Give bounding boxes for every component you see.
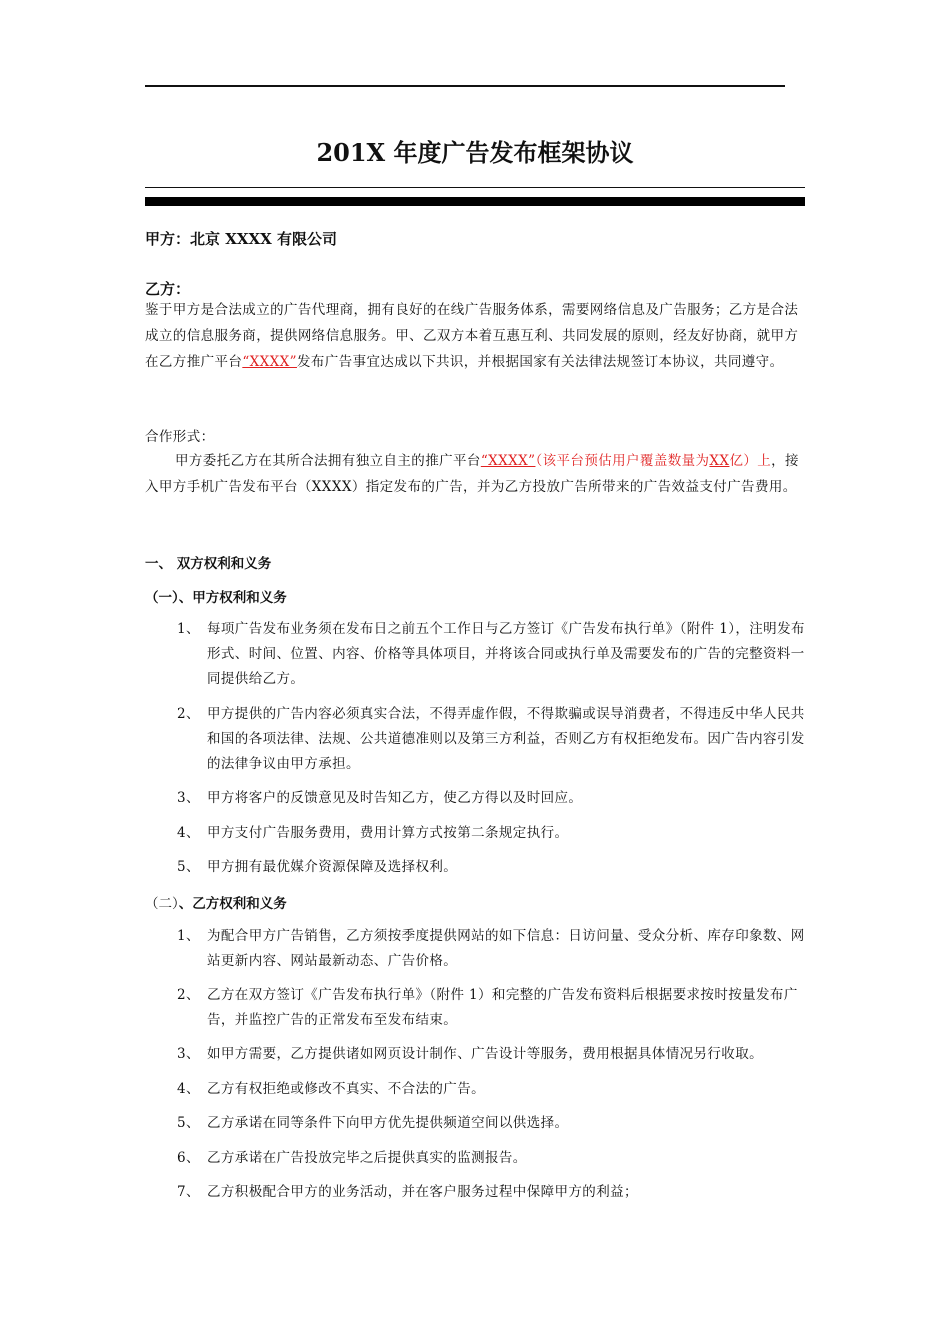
coop-xx: XX — [709, 453, 730, 469]
party-b: 乙方： — [145, 280, 191, 298]
list-item-text: 乙方有权拒绝或修改不真实、不合法的广告。 — [207, 1081, 485, 1097]
subsection-a-prefix: （一） — [145, 590, 179, 606]
list-item-text: 每项广告发布业务须在发布日之前五个工作日与乙方签订《广告发布执行单》（附件 1），注明发布形式、时间、位置、内容、价格等具体项目，并将该合同或执行单及需要发布的广告的完整资料一同提供给乙方。 — [207, 621, 805, 687]
party-a: 甲方：北京 XXXX 有限公司 — [145, 230, 337, 248]
list-item-number: 6、 — [177, 1150, 200, 1166]
list-item-text: 甲方将客户的反馈意见及时告知乙方，使乙方得以及时回应。 — [207, 790, 583, 806]
intro-platform-name: “XXXX” — [242, 354, 297, 370]
cooperation-paragraph — [145, 448, 810, 500]
list-item-number: 4、 — [177, 825, 200, 841]
list-item-text: 乙方在双方签订《广告发布执行单》（附件 1）和完整的广告发布资料后根据要求按时按量发布广告，并监控广告的正常发布至发布结束。 — [207, 987, 798, 1028]
list-item-number: 3、 — [177, 790, 200, 806]
list-item-text: 甲方支付广告服务费用，费用计算方式按第二条规定执行。 — [207, 825, 569, 841]
subsection-a-title: 、甲方权利和义务 — [178, 590, 287, 606]
list-item-text: 甲方拥有最优媒介资源保障及选择权利。 — [207, 859, 458, 875]
intro-text-2: 发布广告事宜达成以下共识，并根据国家有关法律法规签订本协议，共同遵守。 — [296, 354, 784, 370]
coop-platform-name: “XXXX” — [480, 453, 536, 469]
coop-red-2: 亿）上 — [729, 453, 772, 469]
document-title: 201X 年度广告发布框架协议 — [316, 138, 634, 167]
list-item-text: 乙方承诺在广告投放完毕之后提供真实的监测报告。 — [207, 1150, 527, 1166]
coop-text-1: 甲方委托乙方在其所合法拥有独立自主的推广平台 — [175, 453, 481, 469]
list-item-number: 1、 — [177, 621, 200, 637]
list-item-text: 如甲方需要，乙方提供诸如网页设计制作、广告设计等服务，费用根据具体情况另行收取。 — [207, 1046, 763, 1062]
list-item-number: 3、 — [177, 1046, 200, 1062]
coop-red-1: （该平台预估用户覆盖数量为 — [535, 453, 710, 469]
coop-text-2: ，接入甲方手机广告发布平台（XXXX）指定发布的广告，并为乙方投放广告所带来的广告效益支付广告费用。 — [145, 453, 799, 495]
list-item-number: 7、 — [177, 1184, 200, 1200]
list-item-number: 5、 — [177, 859, 200, 875]
section-1-heading: 一、 双方权利和义务 — [145, 556, 272, 572]
list-item-text: 乙方承诺在同等条件下向甲方优先提供频道空间以供选择。 — [207, 1115, 569, 1131]
list-item-number: 2、 — [177, 987, 200, 1003]
list-item-number: 4、 — [177, 1081, 200, 1097]
list-item-number: 2、 — [177, 706, 200, 722]
title-rule-thin — [145, 187, 805, 188]
list-item-number: 1、 — [177, 928, 200, 944]
intro-text-1: 鉴于甲方是合法成立的广告代理商，拥有良好的在线广告服务体系，需要网络信息及广告服务；乙方是合法成立的信息服务商，提供网络信息服务。甲、乙双方本着互惠互利、共同发展的原则，经友好协商，就甲方在乙方推广平台 — [145, 302, 799, 370]
list-item-text: 乙方积极配合甲方的业务活动，并在客户服务过程中保障甲方的利益； — [207, 1184, 638, 1200]
list-item-text: 为配合甲方广告销售，乙方须按季度提供网站的如下信息：日访问量、受众分析、库存印象数、网站更新内容、网站最新动态、广告价格。 — [207, 928, 805, 969]
title-rule-thick — [145, 197, 805, 206]
list-item-number: 5、 — [177, 1115, 200, 1131]
subsection-a-heading — [145, 586, 287, 606]
subsection-b-prefix: （二） — [145, 896, 179, 912]
header-rule — [145, 85, 785, 87]
subsection-b-title: 、乙方权利和义务 — [178, 896, 287, 912]
cooperation-label: 合作形式： — [145, 429, 215, 445]
list-item-text: 甲方提供的广告内容必须真实合法，不得弄虚作假，不得欺骗或误导消费者，不得违反中华人民共和国的各项法律、法规、公共道德准则以及第三方利益，否则乙方有权拒绝发布。因广告内容引发的法律争议由甲方承担。 — [207, 706, 805, 772]
subsection-b-heading — [145, 892, 287, 912]
intro-paragraph — [145, 297, 810, 375]
